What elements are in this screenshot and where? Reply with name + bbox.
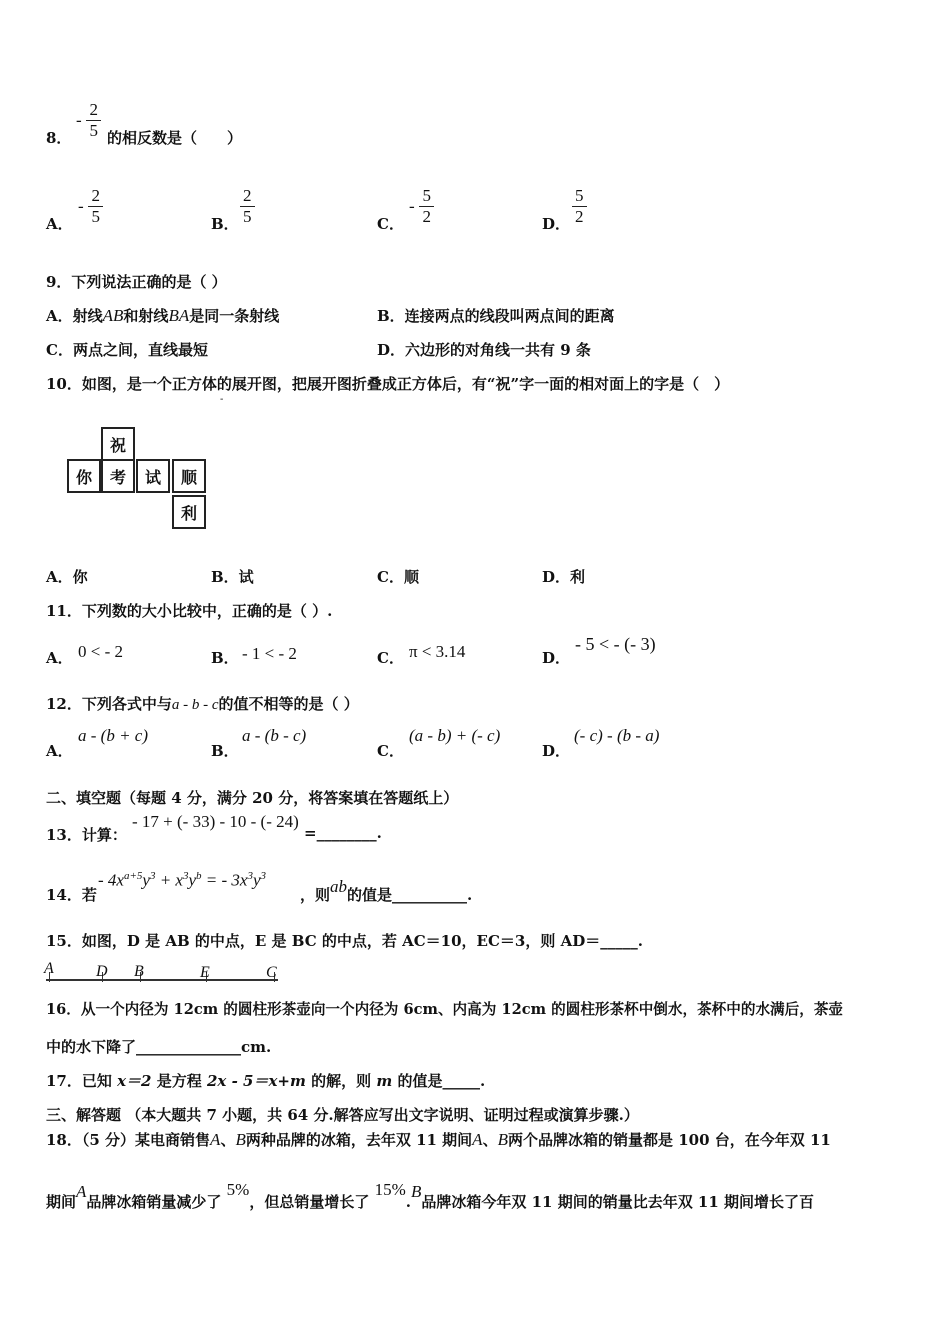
q8-option-b-label: B． bbox=[211, 215, 239, 233]
q12-option-d-label: D． bbox=[542, 742, 571, 760]
q15-segment-figure bbox=[44, 960, 280, 986]
q8-number: 8． bbox=[46, 129, 72, 147]
q16-line-2: 中的水下降了______________cm. bbox=[46, 1038, 272, 1056]
q12-option-c-label: C． bbox=[377, 742, 404, 760]
q11-option-a-label: A． bbox=[46, 649, 73, 667]
q8-option-a-label: A． bbox=[46, 215, 73, 233]
point-e-label: E bbox=[200, 964, 210, 981]
q11-stem: 11．下列数的大小比较中，正确的是（ ）. bbox=[46, 602, 333, 620]
q8-option-d-value: $\frac{5}{2}$ bbox=[572, 186, 587, 227]
q11-option-d-label: D． bbox=[542, 649, 571, 667]
point-a-label: A bbox=[44, 960, 54, 977]
q11-option-b-label: B． bbox=[211, 649, 239, 667]
q8-option-d-label: D． bbox=[542, 215, 571, 233]
q16-line-1: 16．从一个内径为 12cm 的圆柱形茶壶向一个内径为 6cm、内高为 12cm 的圆柱形茶杯中倒水，茶杯中的水满后，茶壶 bbox=[46, 1001, 844, 1018]
q10-option-d: D．利 bbox=[542, 568, 586, 586]
q13-expression: - 17 + (- 33) - 10 - (- 24) bbox=[132, 812, 299, 831]
q8-option-c-value: - $\frac{5}{2}$ bbox=[409, 186, 434, 227]
point-b-label: B bbox=[134, 963, 144, 980]
net-cell-shi: 试 bbox=[136, 459, 170, 493]
q12-option-b-expr: a - (b - c) bbox=[242, 726, 307, 745]
q14-tail: ，则ab的值是__________. bbox=[300, 877, 473, 904]
q12-option-d-expr: (- c) - (b - a) bbox=[574, 726, 660, 745]
point-d-label: D bbox=[96, 963, 108, 980]
q11-option-b-expr: - 1 < - 2 bbox=[242, 644, 297, 663]
q11-option-a-expr: 0 < - 2 bbox=[78, 642, 123, 661]
net-cell-zhu: 祝 bbox=[101, 427, 135, 461]
q8-stem: 的相反数是（ ） bbox=[107, 129, 243, 147]
q10-option-c: C．顺 bbox=[377, 568, 419, 586]
q9-option-a: A．射线AB和射线BA是同一条射线 bbox=[46, 306, 280, 325]
q8-option-a-value: - $\frac{2}{5}$ bbox=[78, 186, 103, 227]
q12-stem: 12．下列各式中与a - b - c的值不相等的是（ ） bbox=[46, 695, 359, 713]
q13-answer-blank: =________. bbox=[304, 824, 382, 842]
q12-option-c-expr: (a - b) + (- c) bbox=[409, 726, 501, 745]
q11-option-c-label: C． bbox=[377, 649, 404, 667]
q14-label: 14．若 bbox=[46, 886, 97, 904]
q12-option-a-label: A． bbox=[46, 742, 73, 760]
q8-option-c-label: C． bbox=[377, 215, 404, 233]
q15-stem: 15．如图，D 是 AB 的中点，E 是 BC 的中点，若 AC＝10，EC＝3，则 AD＝_____. bbox=[46, 932, 643, 950]
q12-option-a-expr: a - (b + c) bbox=[78, 726, 149, 745]
q18-line-1: 18．（5 分）某电商销售A、B两种品牌的冰箱，去年双 11 期间A、B两个品牌冰箱的销量都是 100 台，在今年双 11 bbox=[46, 1130, 831, 1149]
q8-fraction: - $\frac{2}{5}$ bbox=[76, 100, 101, 141]
net-cell-kao: 考 bbox=[101, 459, 135, 493]
stray-mark: - bbox=[220, 394, 224, 405]
q11-option-d-expr: - 5 < - (- 3) bbox=[575, 634, 656, 654]
section-3-heading: 三、解答题 （本大题共 7 小题，共 64 分.解答应写出文字说明、证明过程或演算步骤.） bbox=[46, 1106, 639, 1124]
net-cell-li: 利 bbox=[172, 495, 206, 529]
q17-stem: 17．已知 x＝2 是方程 2x - 5＝x+m 的解，则 m 的值是_____. bbox=[46, 1072, 486, 1090]
q13-label: 13．计算： bbox=[46, 826, 127, 844]
net-cell-shun: 顺 bbox=[172, 459, 206, 493]
q9-option-c: C．两点之间，直线最短 bbox=[46, 341, 208, 359]
section-2-heading: 二、填空题（每题 4 分，满分 20 分，将答案填在答题纸上） bbox=[46, 789, 459, 807]
q12-option-b-label: B． bbox=[211, 742, 239, 760]
q9-option-b: B．连接两点的线段叫两点间的距离 bbox=[377, 307, 615, 325]
net-cell-ni: 你 bbox=[67, 459, 101, 493]
q8-option-b-value: $\frac{2}{5}$ bbox=[240, 186, 255, 227]
q18-line-2: 期间A品牌冰箱销量减少了 5%，但总销量增长了 15%.B品牌冰箱今年双 11 期间的销量比去年双 11 期间增长了百 bbox=[46, 1180, 815, 1211]
q9-option-d: D．六边形的对角线一共有 9 条 bbox=[377, 341, 591, 359]
q11-option-c-expr: π < 3.14 bbox=[409, 642, 466, 661]
q10-option-b: B．试 bbox=[211, 568, 254, 586]
point-c-label: C bbox=[266, 964, 277, 981]
q9-stem: 9．下列说法正确的是（ ） bbox=[46, 273, 227, 291]
q10-stem: 10．如图，是一个正方体的展开图，把展开图折叠成正方体后，有“祝”字一面的相对面上的字是（ ） bbox=[46, 375, 730, 393]
q14-equation: - $4x^{a+5}y^3 + x^3y^b$ = - $3x^3y^3$ bbox=[98, 870, 267, 890]
segment-line bbox=[46, 979, 278, 981]
q10-option-a: A．你 bbox=[46, 568, 88, 586]
